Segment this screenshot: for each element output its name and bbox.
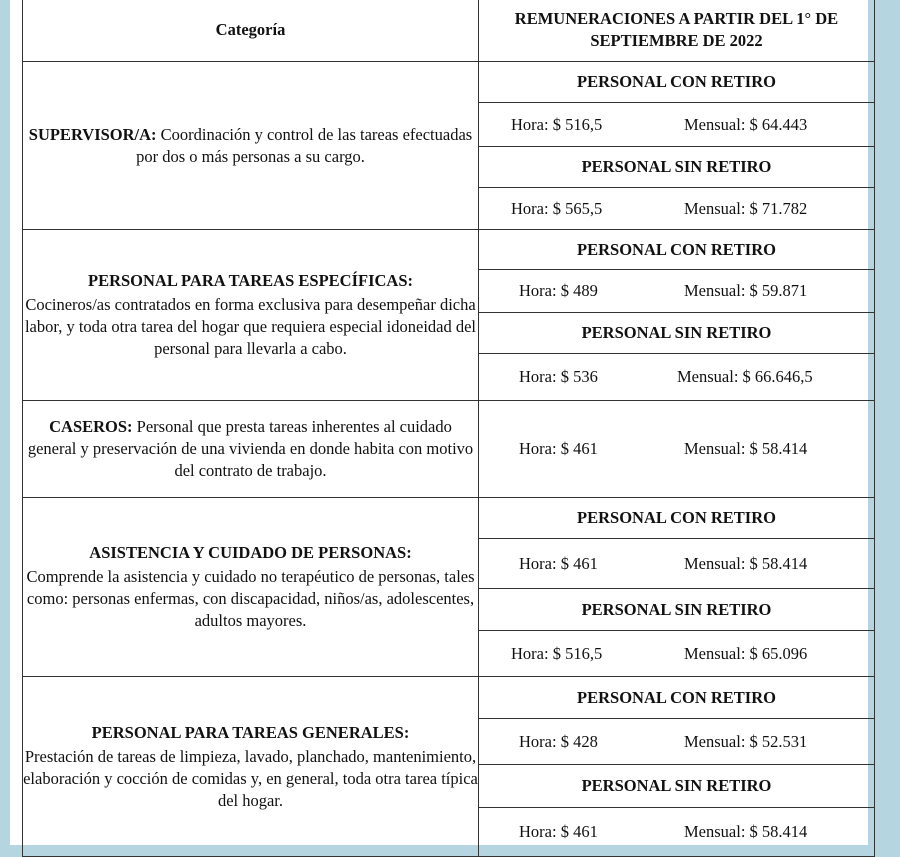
category-tareas-especificas bbox=[23, 230, 479, 401]
subheader-con-retiro: PERSONAL CON RETIRO bbox=[479, 62, 875, 103]
hourly-rate: Hora: $ 428 bbox=[519, 731, 598, 751]
category-caseros bbox=[23, 401, 479, 498]
monthly-rate: Mensual: $ 71.782 bbox=[684, 198, 808, 218]
category-description: Prestación de tareas de limpieza, lavado, planchado, mantenimiento, elaboración y cocción de comidas y, en general, toda otra tarea típica del hogar. bbox=[23, 746, 478, 810]
hourly-rate: Hora: $ 565,5 bbox=[511, 198, 603, 218]
subheader-sin-retiro: PERSONAL SIN RETIRO bbox=[479, 589, 875, 631]
value-cell bbox=[479, 188, 875, 230]
monthly-rate: Mensual: $ 58.414 bbox=[684, 553, 808, 573]
value-cell bbox=[479, 103, 875, 147]
hourly-rate: Hora: $ 461 bbox=[519, 553, 598, 573]
value-cell bbox=[479, 539, 875, 589]
remuneration-table bbox=[22, 0, 875, 857]
category-name: PERSONAL PARA TAREAS ESPECÍFICAS: bbox=[87, 271, 414, 290]
monthly-rate: Mensual: $ 64.443 bbox=[684, 114, 808, 134]
subheader-sin-retiro: PERSONAL SIN RETIRO bbox=[479, 313, 875, 354]
monthly-rate: Mensual: $ 52.531 bbox=[684, 731, 808, 751]
category-name: SUPERVISOR/A: bbox=[28, 124, 157, 144]
hourly-rate: Hora: $ 461 bbox=[519, 822, 598, 841]
category-description: Comprende la asistencia y cuidado no terapéutico de personas, tales como: personas enfermas, con discapacidad, niños/as, adolescentes, adultos mayores. bbox=[26, 567, 475, 630]
monthly-rate: Mensual: $ 58.414 bbox=[684, 439, 808, 458]
subheader-sin-retiro: PERSONAL SIN RETIRO bbox=[479, 765, 875, 808]
hourly-rate: Hora: $ 489 bbox=[519, 281, 598, 300]
value-cell bbox=[479, 808, 875, 857]
header-remuneration: REMUNERACIONES A PARTIR DEL 1° DE SEPTIEMBRE DE 2022 bbox=[479, 0, 875, 62]
value-cell bbox=[479, 401, 875, 498]
header-category: Categoría bbox=[23, 0, 479, 62]
value-cell bbox=[479, 719, 875, 765]
category-supervisor bbox=[23, 62, 479, 230]
table-row bbox=[23, 230, 875, 270]
category-name: ASISTENCIA Y CUIDADO DE PERSONAS: bbox=[89, 543, 412, 562]
subheader-con-retiro: PERSONAL CON RETIRO bbox=[479, 677, 875, 719]
table-header-row bbox=[23, 0, 875, 62]
table-row bbox=[23, 401, 875, 498]
value-cell bbox=[479, 354, 875, 401]
table-row bbox=[23, 62, 875, 103]
subheader-con-retiro: PERSONAL CON RETIRO bbox=[479, 230, 875, 270]
value-cell bbox=[479, 631, 875, 677]
subheader-con-retiro: PERSONAL CON RETIRO bbox=[479, 498, 875, 539]
monthly-rate: Mensual: $ 59.871 bbox=[684, 281, 808, 300]
hourly-rate: Hora: $ 536 bbox=[519, 367, 598, 386]
monthly-rate: Mensual: $ 58.414 bbox=[684, 822, 808, 841]
category-description: Personal que presta tareas inherentes al cuidado general y preservación de una vivienda en donde habita con motivo del contrato de trabajo. bbox=[27, 417, 474, 480]
category-name: CASEROS: bbox=[49, 417, 133, 436]
hourly-rate: Hora: $ 461 bbox=[519, 439, 598, 458]
category-tareas-generales bbox=[23, 677, 479, 857]
category-asistencia-cuidado bbox=[23, 498, 479, 677]
category-name: PERSONAL PARA TAREAS GENERALES: bbox=[91, 722, 410, 742]
hourly-rate: Hora: $ 516,5 bbox=[511, 114, 603, 134]
document-page bbox=[10, 0, 868, 845]
table-row bbox=[23, 498, 875, 539]
subheader-sin-retiro: PERSONAL SIN RETIRO bbox=[479, 147, 875, 188]
table-row bbox=[23, 677, 875, 719]
category-description: Cocineros/as contratados en forma exclusiva para desempeñar dicha labor, y toda otra tarea del hogar que requiera especial idoneidad del personal para llevarla a cabo. bbox=[24, 295, 477, 358]
value-cell bbox=[479, 270, 875, 313]
hourly-rate: Hora: $ 516,5 bbox=[511, 643, 603, 663]
monthly-rate: Mensual: $ 66.646,5 bbox=[677, 367, 813, 386]
category-description: Coordinación y control de las tareas efectuadas por dos o más personas a su cargo. bbox=[136, 124, 473, 166]
monthly-rate: Mensual: $ 65.096 bbox=[684, 643, 808, 663]
